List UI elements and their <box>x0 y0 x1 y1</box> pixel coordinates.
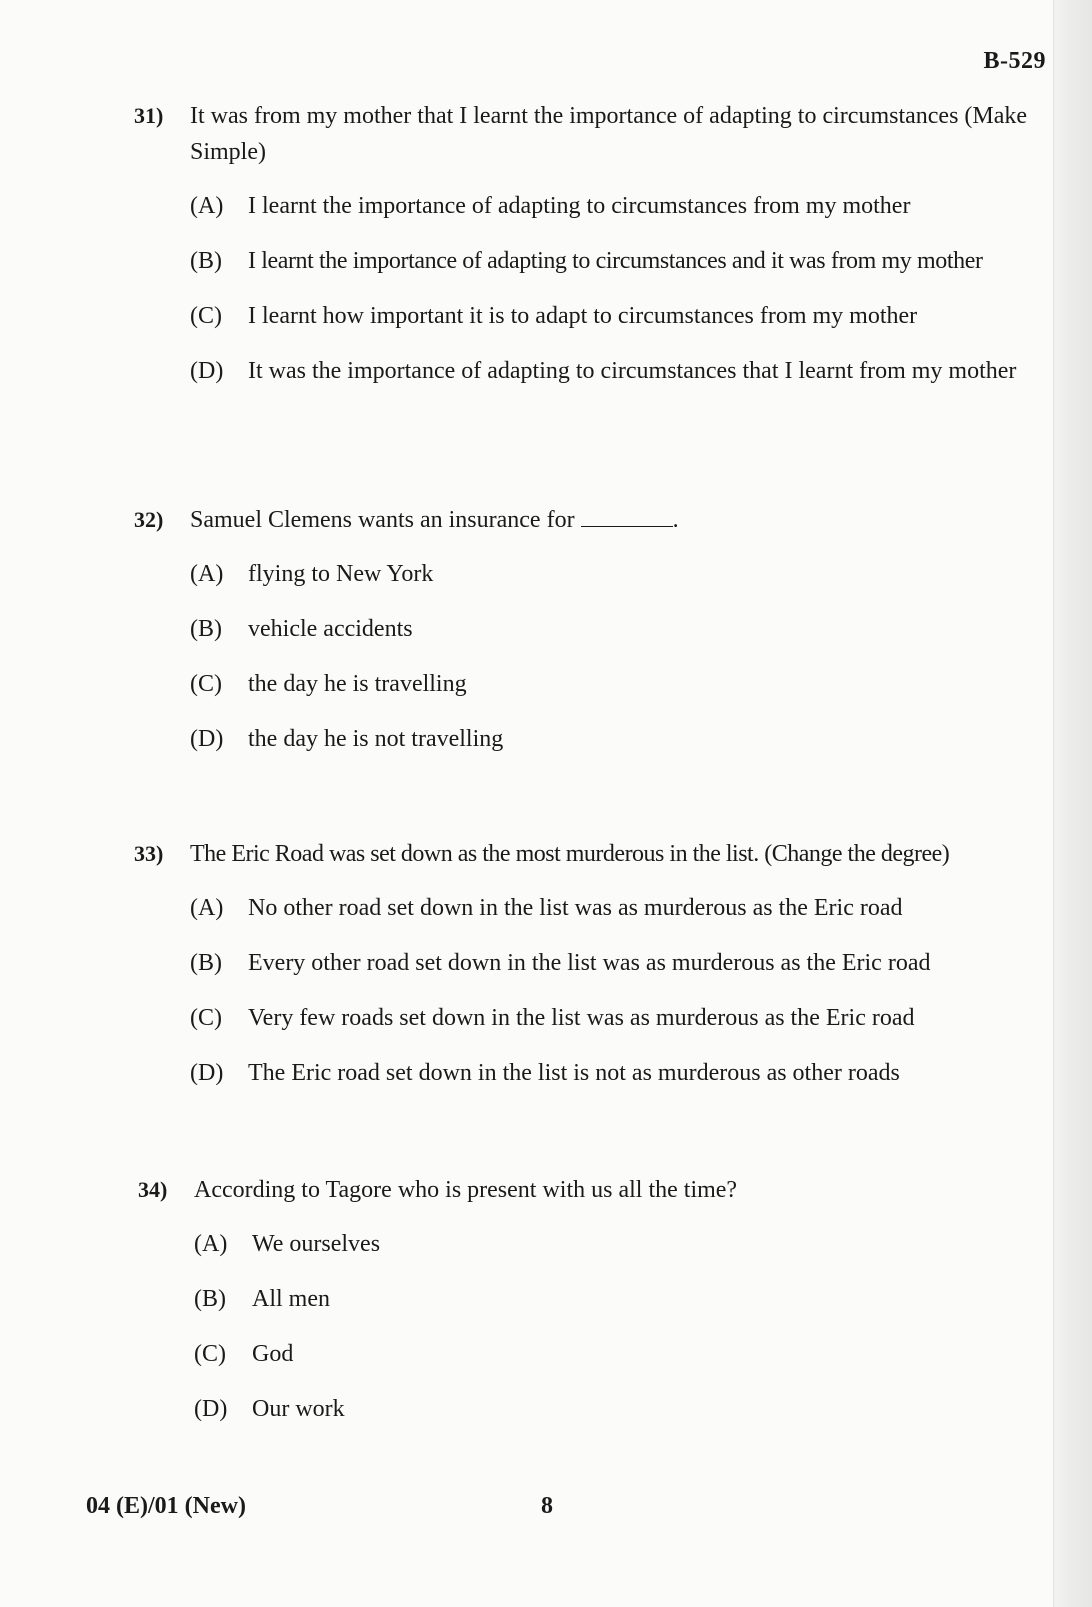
option-text: the day he is travelling <box>248 671 467 697</box>
option-d <box>190 1057 1052 1090</box>
option-d <box>194 1393 1044 1426</box>
option-label: (B) <box>190 616 222 642</box>
option-label: (D) <box>190 1060 224 1086</box>
answer-blank <box>581 504 673 527</box>
option-label: (C) <box>190 671 222 697</box>
question-stem <box>134 98 1044 170</box>
option-label: (A) <box>190 193 224 219</box>
question-text: According to Tagore who is present with us all the time? <box>194 1177 738 1203</box>
question-text-main: Samuel Clemens wants an insurance for <box>190 507 575 533</box>
option-c <box>190 300 1044 333</box>
option-text: I learnt the importance of adapting to circumstances from my mother <box>248 193 911 219</box>
option-text: All men <box>252 1286 330 1312</box>
option-label: (D) <box>190 726 224 752</box>
option-text: flying to New York <box>248 561 434 587</box>
option-label: (B) <box>190 950 222 976</box>
option-list <box>190 190 1044 388</box>
question-34 <box>138 1172 1044 1426</box>
question-stem <box>134 502 1044 538</box>
option-text: No other road set down in the list was as murderous as the Eric road <box>248 895 903 921</box>
option-label: (A) <box>190 561 224 587</box>
question-number: 31) <box>134 103 164 128</box>
paper-code-footer: 04 (E)/01 (New) <box>86 1493 246 1519</box>
option-list <box>190 892 1052 1090</box>
question-text-suffix: . <box>672 507 679 533</box>
option-label: (C) <box>190 303 222 329</box>
option-b <box>190 947 1052 980</box>
question-text: It was from my mother that I learnt the importance of adapting to circumstances (Make Simple) <box>190 103 1028 165</box>
question-number: 32) <box>134 507 164 532</box>
option-list <box>194 1228 1044 1426</box>
option-label: (A) <box>190 895 224 921</box>
option-label: (B) <box>194 1286 226 1312</box>
page-edge-shadow <box>1053 0 1092 1607</box>
option-label: (C) <box>194 1341 226 1367</box>
option-d <box>190 355 1044 388</box>
option-list <box>190 558 1044 756</box>
question-number: 33) <box>134 841 164 866</box>
page-number: 8 <box>541 1493 553 1519</box>
option-b <box>190 613 1044 646</box>
question-number: 34) <box>138 1177 168 1202</box>
question-text <box>190 502 1044 538</box>
option-text: The Eric road set down in the list is not as murderous as other roads <box>248 1060 900 1086</box>
question-stem <box>138 1172 1044 1208</box>
option-label: (C) <box>190 1005 222 1031</box>
question-32 <box>134 502 1044 756</box>
option-label: (A) <box>194 1231 228 1257</box>
option-label: (B) <box>190 248 222 274</box>
option-a <box>190 558 1044 591</box>
option-text: Very few roads set down in the list was as murderous as the Eric road <box>248 1005 915 1031</box>
option-text: vehicle accidents <box>248 616 413 642</box>
option-text: We ourselves <box>252 1231 381 1257</box>
question-text: The Eric Road was set down as the most murderous in the list. (Change the degree) <box>190 841 950 867</box>
option-label: (D) <box>194 1396 228 1422</box>
option-text: the day he is not travelling <box>248 726 504 752</box>
option-c <box>194 1338 1044 1371</box>
option-c <box>190 668 1044 701</box>
option-a <box>190 190 1044 223</box>
option-text: Every other road set down in the list was as murderous as the Eric road <box>248 950 931 976</box>
option-a <box>194 1228 1044 1261</box>
question-31 <box>134 98 1044 388</box>
paper-code-header: B-529 <box>983 48 1046 74</box>
option-text: I learnt how important it is to adapt to circumstances from my mother <box>248 303 918 329</box>
option-c <box>190 1002 1052 1035</box>
option-text: God <box>252 1341 294 1367</box>
option-b <box>190 245 1044 278</box>
option-text: I learnt the importance of adapting to circumstances and it was from my mother <box>248 248 983 274</box>
option-b <box>194 1283 1044 1316</box>
option-d <box>190 723 1044 756</box>
option-label: (D) <box>190 358 224 384</box>
question-stem <box>134 836 1052 872</box>
option-a <box>190 892 1052 925</box>
option-text: It was the importance of adapting to circumstances that I learnt from my mother <box>248 358 1017 384</box>
option-text: Our work <box>252 1396 345 1422</box>
question-33 <box>134 836 1052 1090</box>
